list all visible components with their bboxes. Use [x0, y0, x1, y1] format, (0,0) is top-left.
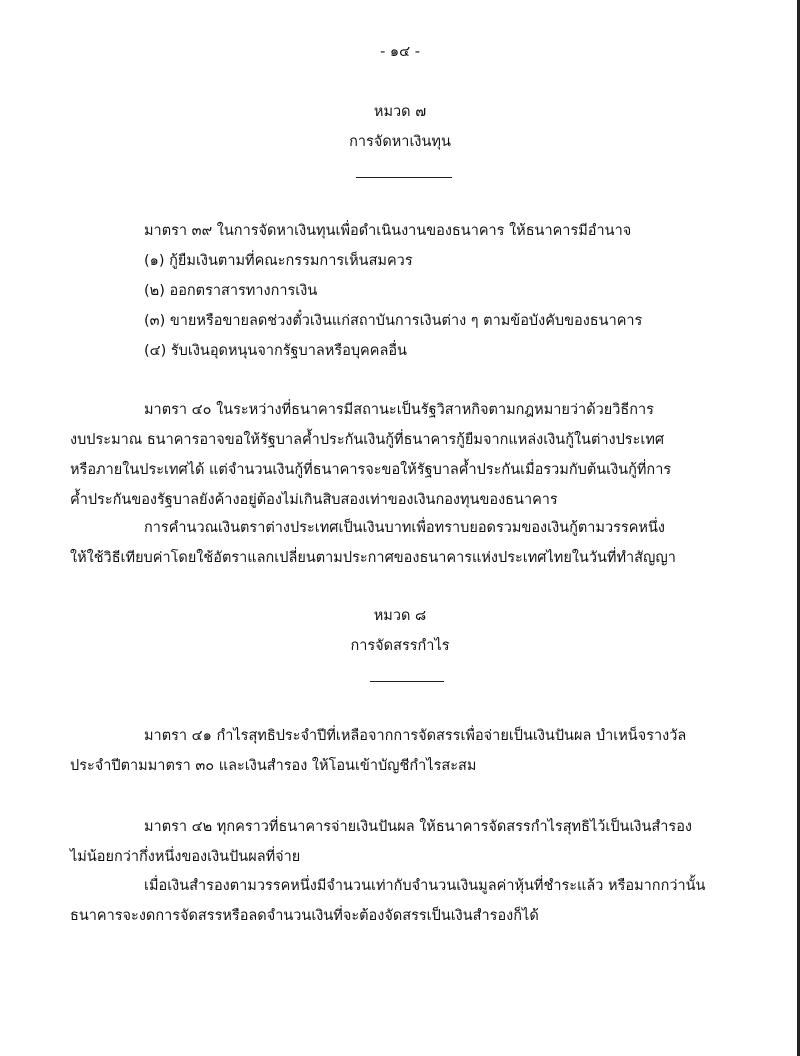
section-40-line-1: มาตรา ๔๐ ในระหว่างที่ธนาคารมีสถานะเป็นรัฐวิสาหกิจตามกฎหมายว่าด้วยวิธีการ [144, 402, 654, 418]
section-41-line-1: มาตรา ๔๑ กำไรสุทธิประจำปีที่เหลือจากการจัดสรรเพื่อจ่ายเป็นเงินปันผล บำเหน็จรางวัล [144, 728, 687, 744]
section-41-line-2: ประจำปีตามมาตรา ๓๐ และเงินสำรอง ให้โอนเข้าบัญชีกำไรสะสม [70, 758, 477, 774]
chapter-7-title: การจัดหาเงินทุน [349, 134, 451, 150]
section-40-para2-line-2: ให้ใช้วิธีเทียบค่าโดยใช้อัตราแลกเปลี่ยนตามประกาศของธนาคารแห่งประเทศไทยในวันที่ทำสัญญา [70, 550, 676, 566]
section-40-line-2: งบประมาณ ธนาคารอาจขอให้รัฐบาลค้ำประกันเงินกู้ที่ธนาคารกู้ยืมจากแหล่งเงินกู้ในต่างประเทศ [70, 432, 665, 448]
chapter-8-title: การจัดสรรกำไร [350, 638, 450, 654]
chapter-8-heading: หมวด ๘ [373, 608, 427, 624]
section-39-item-2: (๒) ออกตราสารทางการเงิน [144, 283, 318, 299]
chapter-8-divider [370, 681, 444, 682]
section-42-line-1: มาตรา ๔๒ ทุกคราวที่ธนาคารจ่ายเงินปันผล ให้ธนาคารจัดสรรกำไรสุทธิไว้เป็นเงินสำรอง [144, 819, 692, 835]
section-40-line-4: ค้ำประกันของรัฐบาลยังค้างอยู่ต้องไม่เกินสิบสองเท่าของเงินกองทุนของธนาคาร [70, 492, 558, 508]
section-40-line-3: หรือภายในประเทศได้ แต่จำนวนเงินกู้ที่ธนาคารจะขอให้รัฐบาลค้ำประกันเมื่อรวมกับต้นเงินกู้ที่การ [70, 462, 672, 478]
chapter-7-heading: หมวด ๗ [373, 104, 427, 120]
section-42-para2-line-2: ธนาคารจะงดการจัดสรรหรือลดจำนวนเงินที่จะต้องจัดสรรเป็นเงินสำรองก็ได้ [70, 908, 539, 924]
section-39-item-1: (๑) กู้ยืมเงินตามที่คณะกรรมการเห็นสมควร [144, 253, 413, 269]
section-39-item-4: (๔) รับเงินอุดหนุนจากรัฐบาลหรือบุคคลอื่น [144, 343, 407, 359]
section-39-item-3: (๓) ขายหรือขายลดช่วงตั๋วเงินแก่สถาบันการเงินต่าง ๆ ตามข้อบังคับของธนาคาร [144, 313, 643, 329]
section-42-para2-line-1: เมื่อเงินสำรองตามวรรคหนึ่งมีจำนวนเท่ากับจำนวนเงินมูลค่าหุ้นที่ชำระแล้ว หรือมากกว่านั้น [144, 878, 706, 894]
section-39-intro: มาตรา ๓๙ ในการจัดหาเงินทุนเพื่อดำเนินงานของธนาคาร ให้ธนาคารมีอำนาจ [144, 223, 632, 239]
chapter-7-divider [356, 177, 452, 178]
section-42-line-2: ไม่น้อยกว่ากึ่งหนึ่งของเงินปันผลที่จ่าย [70, 849, 301, 865]
page-number: - ๑๔ - [380, 44, 420, 60]
section-40-para2-line-1: การคำนวณเงินตราต่างประเทศเป็นเงินบาทเพื่อทราบยอดรวมของเงินกู้ตามวรรคหนึ่ง [144, 520, 665, 536]
